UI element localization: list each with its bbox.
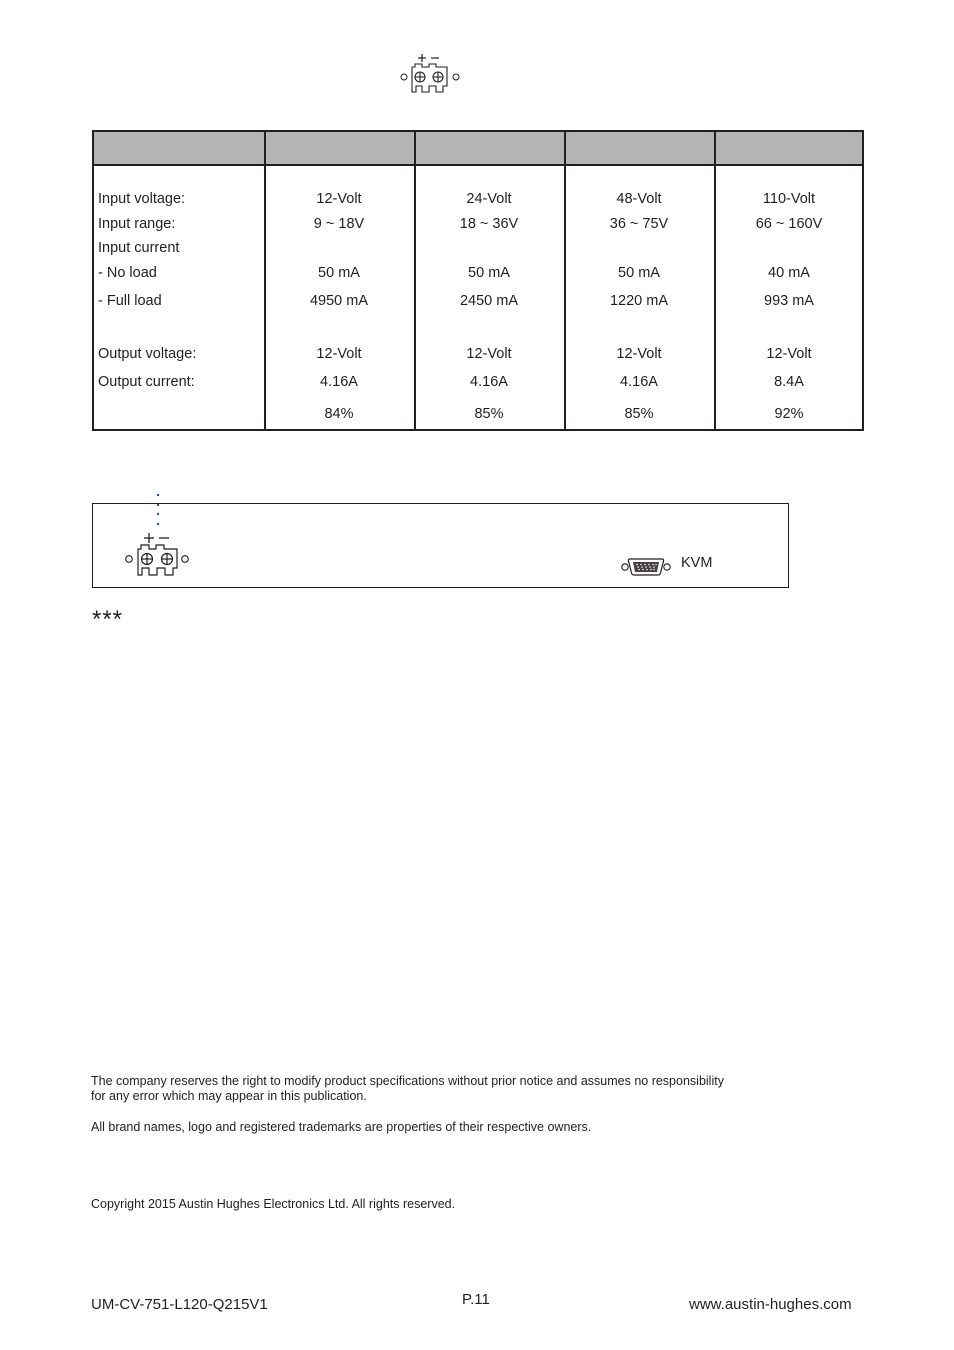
cell-efficiency-48v: 85% [624,406,654,422]
cell-input-range-48v: 36 ~ 75V [609,216,669,232]
cell-input-voltage-48v: 48-Volt [616,191,662,207]
cell-output-voltage-24v: 12-Volt [466,346,512,362]
cell-full-load-48v: 1220 mA [609,293,669,309]
terminal-block-icon [398,50,464,94]
terminal-block-top [398,50,464,94]
kvm-label: KVM [681,555,713,571]
row-label-input-current: Input current [98,240,180,256]
cell-no-load-110v: 40 mA [768,265,810,281]
disclaimer-line-1: The company reserves the right to modify product specifications without prior notice and assumes no responsibility [91,1074,724,1088]
cell-full-load-12v: 4950 mA [309,293,369,309]
cell-no-load-12v: 50 mA [318,265,360,281]
terminal-block-icon [122,529,194,579]
cell-output-current-48v: 4.16A [620,374,658,390]
document-code: UM-CV-751-L120-Q215V1 [91,1296,268,1313]
copyright-notice: Copyright 2015 Austin Hughes Electronics Ltd. All rights reserved. [91,1197,456,1211]
cell-output-current-110v: 8.4A [774,374,804,390]
cell-efficiency-24v: 85% [474,406,504,422]
vga-port-icon [619,555,673,579]
cell-input-range-110v: 66 ~ 160V [755,216,823,232]
rear-panel-diagram [92,503,789,588]
cell-output-current-12v: 4.16A [320,374,358,390]
row-label-output-current: Output current: [98,374,195,390]
cell-full-load-110v: 993 mA [764,293,814,309]
disclaimer-line-2: for any error which may appear in this publication. [91,1089,367,1103]
page-number: P.11 [462,1291,490,1308]
row-label-full-load: - Full load [98,293,162,309]
vga-port [619,555,673,579]
cell-input-voltage-24v: 24-Volt [466,191,512,207]
table-header-row [94,132,862,166]
cell-input-voltage-110v: 110-Volt [762,191,816,207]
cell-input-range-24v: 18 ~ 36V [459,216,519,232]
cell-no-load-24v: 50 mA [468,265,510,281]
website-link[interactable]: www.austin-hughes.com [689,1296,852,1313]
cell-full-load-24v: 2450 mA [459,293,519,309]
cell-output-voltage-110v: 12-Volt [766,346,812,362]
cell-efficiency-12v: 84% [324,406,354,422]
cell-output-voltage-12v: 12-Volt [316,346,362,362]
trademark-notice: All brand names, logo and registered trademarks are properties of their respective owners. [91,1120,592,1134]
rear-panel-terminal [122,529,194,579]
cell-output-current-24v: 4.16A [470,374,508,390]
cell-no-load-48v: 50 mA [618,265,660,281]
cell-efficiency-110v: 92% [774,406,804,422]
asterisk-note-marker: *** [92,606,124,633]
row-label-input-voltage: Input voltage: [98,191,186,207]
row-label-input-range: Input range: [98,216,176,232]
row-label-output-voltage: Output voltage: [98,346,197,362]
cell-input-range-12v: 9 ~ 18V [313,216,365,232]
cell-input-voltage-12v: 12-Volt [316,191,362,207]
cell-output-voltage-48v: 12-Volt [616,346,662,362]
row-label-no-load: - No load [98,265,157,281]
